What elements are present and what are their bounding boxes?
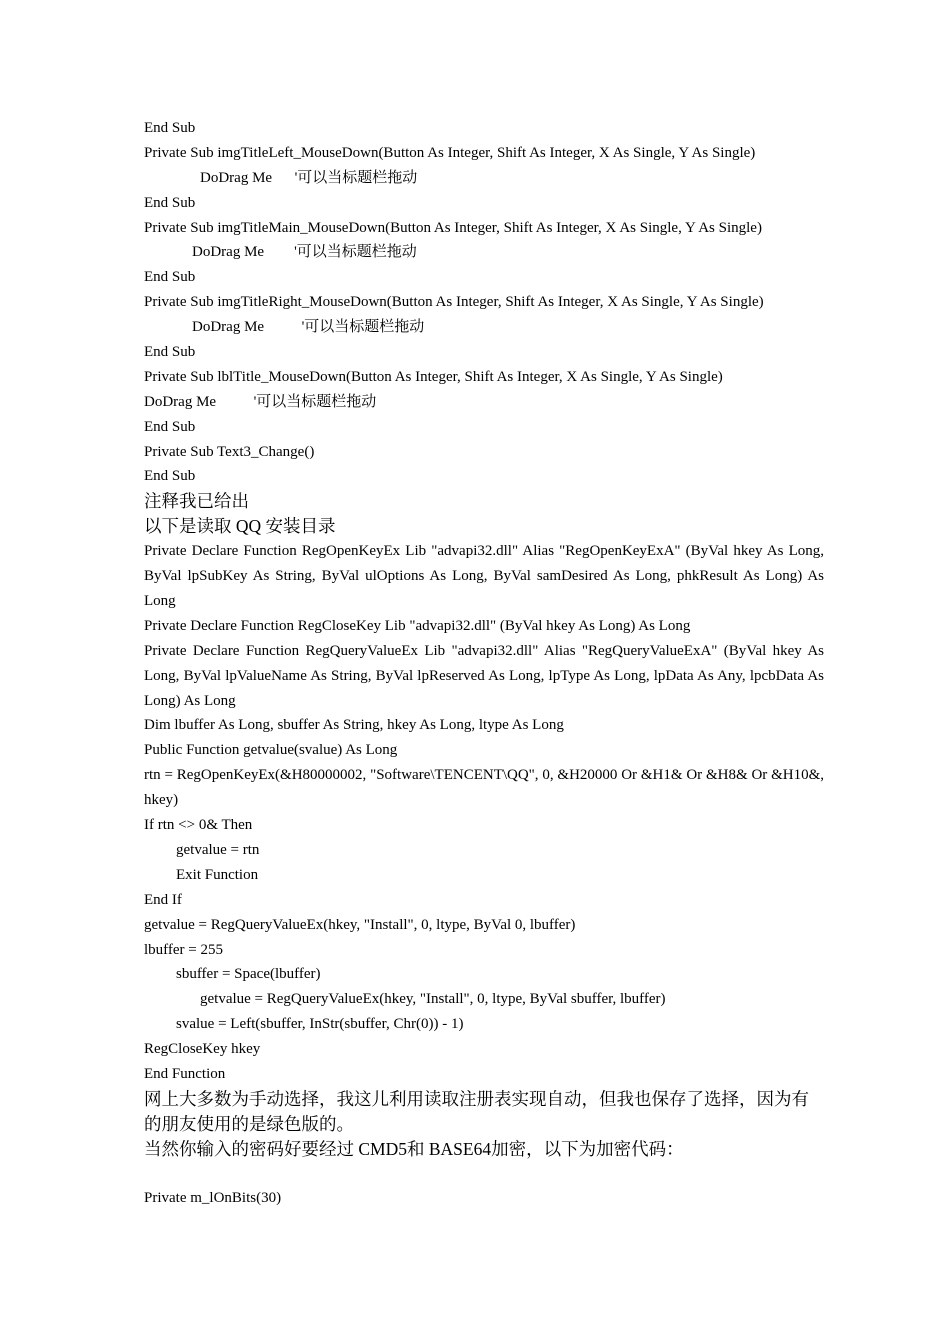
code-line: End Sub xyxy=(144,269,196,286)
code-line: Public Function getvalue(svalue) As Long xyxy=(144,742,398,759)
code-line: RegCloseKey hkey xyxy=(144,1041,261,1058)
code-line: Private Sub imgTitleRight_MouseDown(Button As Integer, Shift As Integer, X As Single, Y As Single) xyxy=(144,294,764,311)
code-line: End Sub xyxy=(144,194,196,211)
section-heading: 以下是读取 QQ 安装目录 xyxy=(144,516,336,537)
code-line: Private Sub Text3_Change() xyxy=(144,443,315,460)
code-line: DoDrag Me '可以当标题栏拖动 xyxy=(192,319,425,336)
code-line: End Function xyxy=(144,1065,226,1082)
code-line: Dim lbuffer As Long, sbuffer As String, hkey As Long, ltype As Long xyxy=(144,717,564,734)
code-line: rtn = RegOpenKeyEx(&H80000002, "Software\TENCENT\QQ", 0, &H20000 Or &H1& Or &H8& Or &H10&, hkey) xyxy=(144,767,824,809)
code-line: Exit Function xyxy=(176,866,259,883)
code-line: Private Sub imgTitleLeft_MouseDown(Button As Integer, Shift As Integer, X As Single, Y As Single) xyxy=(144,144,756,161)
code-line: End Sub xyxy=(144,418,196,435)
code-line: End Sub xyxy=(144,468,196,485)
code-line: Private Declare Function RegCloseKey Lib "advapi32.dll" (ByVal hkey As Long) As Long xyxy=(144,617,691,634)
document-page xyxy=(144,116,824,1211)
blank-line xyxy=(144,1162,824,1187)
code-line: Private Sub lblTitle_MouseDown(Button As Integer, Shift As Integer, X As Single, Y As Single) xyxy=(144,368,723,385)
code-line: lbuffer = 255 xyxy=(144,941,223,958)
code-line: Private m_lOnBits(30) xyxy=(144,1190,282,1207)
code-line: DoDrag Me '可以当标题栏拖动 xyxy=(144,393,377,410)
code-line: getvalue = rtn xyxy=(176,841,260,858)
code-line: Private Sub imgTitleMain_MouseDown(Button As Integer, Shift As Integer, X As Single, Y As Single) xyxy=(144,219,762,236)
code-line: If rtn <> 0& Then xyxy=(144,817,253,834)
prose-paragraph: 网上大多数为手动选择，我这儿利用读取注册表实现自动，但我也保存了选择，因为有的朋友使用的是绿色版的。 xyxy=(144,1088,809,1134)
code-line: sbuffer = Space(lbuffer) xyxy=(176,966,321,983)
code-line: End Sub xyxy=(144,120,196,136)
code-line: getvalue = RegQueryValueEx(hkey, "Install", 0, ltype, ByVal sbuffer, lbuffer) xyxy=(200,991,666,1008)
code-line: Private Declare Function RegQueryValueEx Lib "advapi32.dll" Alias "RegQueryValueExA" (ByVal hkey As Long, ByVal lpValueName As String, ByVal lpReserved As Long, lpType As Long, lpData As Any, lpcbData As Long) As Long xyxy=(144,642,824,709)
code-line: getvalue = RegQueryValueEx(hkey, "Install", 0, ltype, ByVal 0, lbuffer) xyxy=(144,916,576,933)
code-line: End If xyxy=(144,891,182,908)
prose-line: 当然你输入的密码好要经过 CMD5和 BASE64加密，以下为加密代码： xyxy=(144,1138,684,1159)
prose-line: 注释我已给出 xyxy=(144,491,249,512)
code-line: svalue = Left(sbuffer, InStr(sbuffer, Chr(0)) - 1) xyxy=(176,1016,464,1033)
code-line: DoDrag Me '可以当标题栏拖动 xyxy=(192,244,417,261)
code-line: Private Declare Function RegOpenKeyEx Lib "advapi32.dll" Alias "RegOpenKeyExA" (ByVal hkey As Long, ByVal lpSubKey As String, ByVal ulOptions As Long, ByVal samDesired As Long, phkResult As Long) As Long xyxy=(144,543,824,609)
code-line: End Sub xyxy=(144,344,196,361)
code-line: DoDrag Me '可以当标题栏拖动 xyxy=(200,169,418,186)
